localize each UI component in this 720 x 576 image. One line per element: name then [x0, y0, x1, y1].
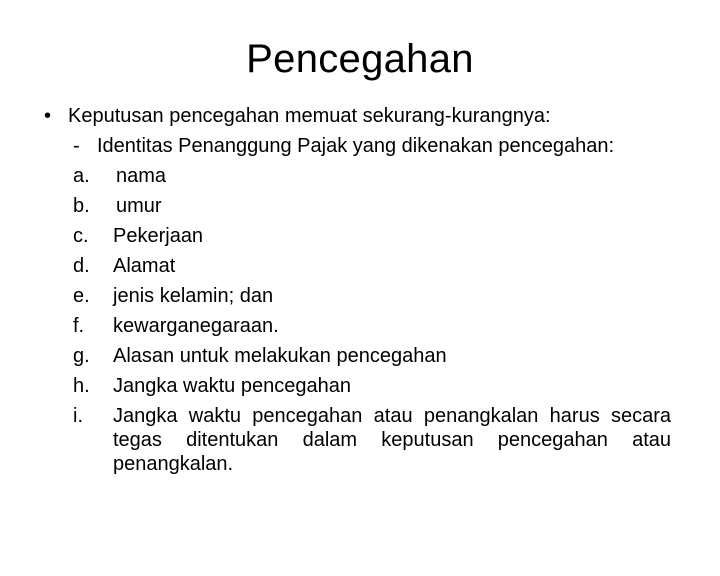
list-item-text: Alamat	[113, 255, 176, 277]
list-item-text: nama	[116, 165, 167, 187]
identity-list	[40, 161, 680, 476]
list-item-b	[40, 191, 680, 221]
dash-icon: -	[73, 135, 80, 157]
list-item-text: Pekerjaan	[113, 225, 204, 247]
list-item-text: Jangka waktu pencegahan atau penangkalan harus secara tegas ditentukan dalam keputusan pencegahan atau penangkalan.	[113, 405, 671, 475]
list-item-text: kewarganegaraan.	[113, 315, 279, 337]
list-marker: f.	[73, 315, 85, 337]
list-marker: b.	[73, 195, 90, 217]
list-item-d	[40, 251, 680, 281]
list-item-text: umur	[116, 195, 162, 217]
slide-body	[40, 101, 680, 476]
slide-title: Pencegahan	[246, 37, 474, 81]
list-item-text: jenis kelamin; dan	[113, 285, 274, 307]
bullet-icon: •	[44, 105, 52, 127]
list-item-h	[40, 371, 680, 401]
list-item-f	[40, 311, 680, 341]
sub-bullet-text: Identitas Penanggung Pajak yang dikenakan pencegahan:	[97, 135, 615, 157]
list-marker: a.	[73, 165, 90, 187]
list-item-text: Alasan untuk melakukan pencegahan	[113, 345, 447, 367]
sub-bullet	[40, 131, 680, 161]
main-bullet-text: Keputusan pencegahan memuat sekurang-kurangnya:	[68, 105, 551, 127]
list-item-g	[40, 341, 680, 371]
main-bullet	[40, 101, 680, 131]
list-item-i	[40, 401, 680, 476]
list-marker: e.	[73, 285, 90, 307]
list-item-e	[40, 281, 680, 311]
list-marker: i.	[73, 405, 83, 427]
list-marker: g.	[73, 345, 90, 367]
list-marker: h.	[73, 375, 90, 397]
list-item-text: Jangka waktu pencegahan	[113, 375, 351, 397]
list-item-a	[40, 161, 680, 191]
list-marker: c.	[73, 225, 89, 247]
list-marker: d.	[73, 255, 90, 277]
list-item-c	[40, 221, 680, 251]
